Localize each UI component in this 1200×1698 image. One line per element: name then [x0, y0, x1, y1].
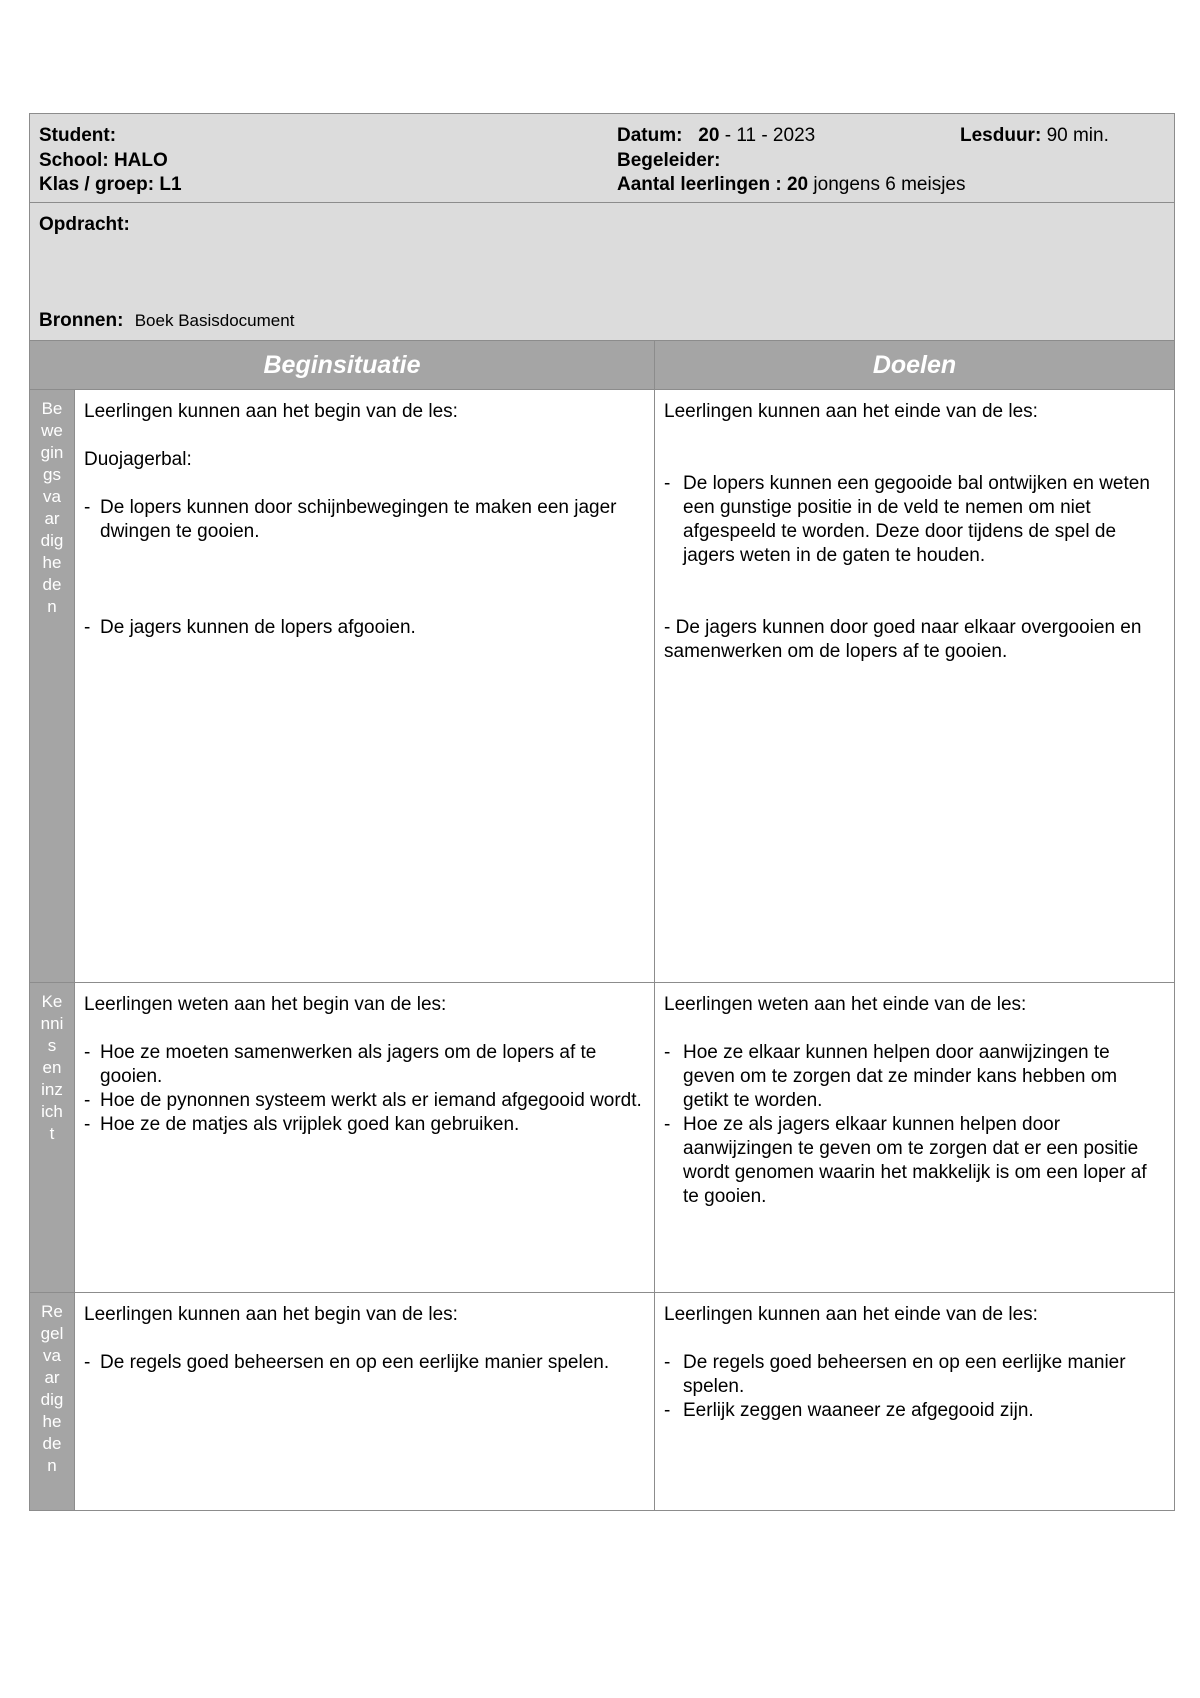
list-item: - Hoe de pynonnen systeem werkt als er iemand afgegooid wordt. — [84, 1089, 645, 1113]
row-kennis-en-inzicht — [29, 982, 1175, 1292]
side-fragment: dig — [40, 531, 64, 550]
row-bewegingsvaardigheden — [29, 389, 1175, 982]
datum-label: Datum: — [617, 125, 683, 146]
side-fragment: t — [49, 1124, 55, 1143]
klas-label: Klas / groep: — [39, 174, 155, 195]
list-item: - Hoe ze de matjes als vrijplek goed kan gebruiken. — [84, 1113, 645, 1137]
datum-day: 20 — [698, 125, 720, 146]
doel-extra: - De jagers kunnen door goed naar elkaar overgooien en samenwerken om de lopers af te gooien. — [664, 617, 1142, 662]
side-fragment: n — [47, 597, 57, 616]
klas-line — [39, 173, 182, 198]
school-value: HALO — [113, 149, 168, 171]
doel-cell — [655, 983, 1174, 1292]
side-fragment: nni — [40, 1014, 64, 1033]
list-item: - Hoe ze elkaar kunnen helpen door aanwijzingen te geven om te zorgen dat ze minder kans hebben om getikt te worden. — [664, 1041, 1165, 1113]
lesduur-value: 90 min. — [1046, 125, 1109, 146]
begin-intro: Leerlingen kunnen aan het begin van de les: — [84, 1304, 458, 1325]
side-fragment: va — [43, 487, 61, 506]
side-fragment: ich — [41, 1102, 63, 1121]
side-fragment: he — [42, 1412, 62, 1431]
opdracht-block — [29, 202, 1175, 340]
begin-intro: Leerlingen kunnen aan het begin van de les: — [84, 401, 458, 422]
klas-value: L1 — [159, 174, 182, 195]
begeleider-label: Begeleider: — [617, 149, 721, 171]
side-fragment: gs — [43, 465, 61, 484]
side-fragment: dig — [40, 1390, 64, 1409]
datum-line — [617, 124, 966, 149]
bronnen-line — [39, 310, 294, 332]
begin-cell — [75, 1293, 655, 1510]
lesson-plan-form — [29, 113, 1175, 1511]
list-item: - De jagers kunnen de lopers afgooien. — [84, 616, 645, 640]
begin-list — [84, 496, 645, 640]
row-side-label — [30, 390, 75, 982]
aantal-rest: jongens 6 meisjes — [813, 174, 966, 195]
begin-cell — [75, 390, 655, 982]
lesduur-line — [960, 124, 1109, 149]
column-header-doelen: Doelen — [872, 350, 957, 379]
side-fragment: gin — [40, 443, 64, 462]
list-item: - De regels goed beheersen en op een eerlijke manier spelen. — [84, 1351, 645, 1375]
side-fragment: he — [42, 553, 62, 572]
header-block — [29, 113, 1175, 202]
opdracht-label: Opdracht: — [39, 214, 130, 235]
begin-intro: Leerlingen weten aan het begin van de les: — [84, 994, 447, 1015]
row-regelvaardigheden — [29, 1292, 1175, 1511]
side-fragment: gel — [40, 1324, 64, 1343]
side-fragment: ar — [44, 509, 60, 528]
doel-intro: Leerlingen kunnen aan het einde van de les: — [664, 1304, 1038, 1325]
side-fragment: we — [41, 421, 63, 440]
list-item: - De lopers kunnen een gegooide bal ontwijken en weten een gunstige positie in de veld te nemen om niet afgespeeld te worden. Deze door tijdens de spel de jagers weten in de gaten te houden. — [664, 472, 1165, 568]
doel-intro: Leerlingen weten aan het einde van de les: — [664, 994, 1027, 1015]
row-side-label — [30, 983, 75, 1292]
side-fragment: inz — [41, 1080, 63, 1099]
doel-list — [664, 472, 1165, 568]
side-fragment: de — [42, 575, 62, 594]
doel-intro: Leerlingen kunnen aan het einde van de les: — [664, 401, 1038, 422]
doel-cell — [655, 390, 1174, 982]
list-item: - Hoe ze moeten samenwerken als jagers om de lopers af te gooien. — [84, 1041, 645, 1089]
header-middle — [617, 124, 966, 198]
list-item: - Eerlijk zeggen waaneer ze afgegooid zijn. — [664, 1399, 1165, 1423]
side-fragment: va — [43, 1346, 61, 1365]
column-headers — [29, 340, 1175, 389]
side-fragment: en — [42, 1058, 62, 1077]
side-fragment: Ke — [41, 992, 63, 1011]
datum-rest: - 11 - 2023 — [724, 125, 816, 146]
side-fragment: n — [47, 1456, 57, 1475]
aantal-label: Aantal leerlingen : — [617, 174, 782, 195]
bronnen-value: Boek Basisdocument — [134, 311, 295, 330]
side-fragment: ar — [44, 1368, 60, 1387]
list-item: - Hoe ze als jagers elkaar kunnen helpen door aanwijzingen te geven om te zorgen dat er een positie wordt genomen waarin het makkelijk is om een loper af te gooien. — [664, 1113, 1165, 1209]
side-fragment: de — [42, 1434, 62, 1453]
side-fragment: s — [47, 1036, 57, 1055]
doel-cell — [655, 1293, 1174, 1510]
begin-list — [84, 1041, 645, 1137]
begin-cell — [75, 983, 655, 1292]
lesduur-label: Lesduur: — [960, 125, 1042, 146]
aantal-value: 20 — [786, 174, 809, 195]
side-fragment: Re — [41, 1302, 63, 1321]
doel-list — [664, 1041, 1165, 1209]
school-label: School: — [39, 149, 109, 171]
bronnen-label: Bronnen: — [39, 310, 124, 331]
column-header-beginsituatie: Beginsituatie — [30, 341, 655, 389]
aantal-line — [617, 173, 966, 198]
side-fragment: Be — [41, 399, 63, 418]
list-item: - De regels goed beheersen en op een eerlijke manier spelen. — [664, 1351, 1165, 1399]
student-label: Student: — [39, 125, 117, 146]
row-side-label — [30, 1293, 75, 1510]
list-item: - De lopers kunnen door schijnbewegingen te maken een jager dwingen te gooien. — [84, 496, 645, 544]
header-left — [39, 124, 182, 198]
doel-list — [664, 1351, 1165, 1423]
begin-list — [84, 1351, 645, 1375]
begin-subtitle: Duojagerbal: — [84, 449, 192, 470]
school-line — [39, 149, 182, 174]
